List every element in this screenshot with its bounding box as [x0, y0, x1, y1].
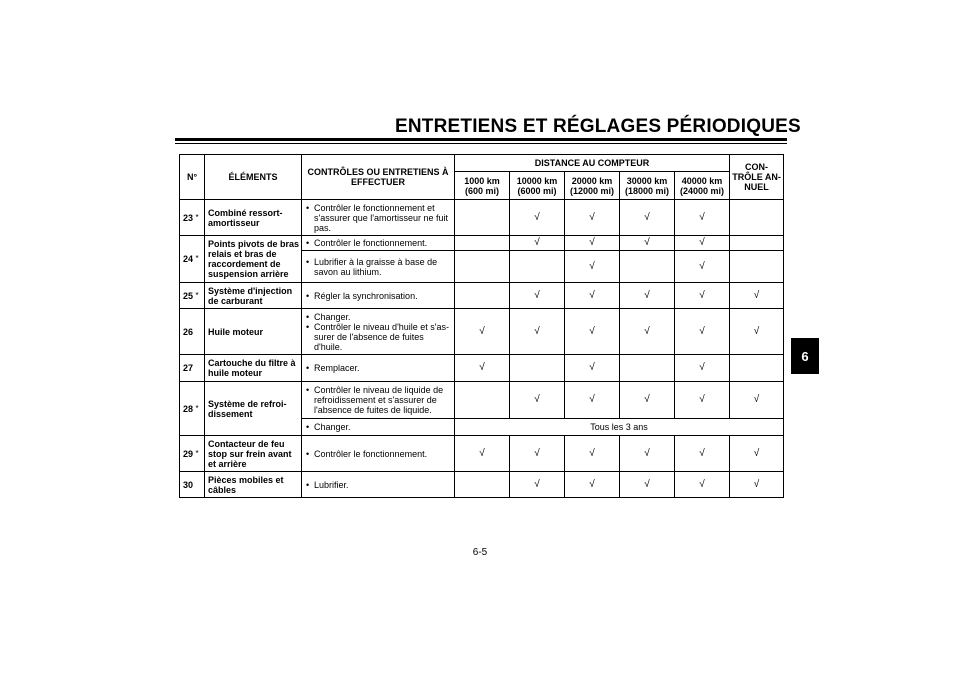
row-number: 30	[180, 472, 196, 498]
check-mark: √	[510, 309, 565, 355]
row-number: 23	[180, 200, 196, 236]
empty-cell	[730, 355, 784, 382]
header-row	[180, 155, 784, 172]
empty-cell	[455, 382, 510, 419]
action-list	[306, 422, 451, 432]
check-mark: √	[620, 236, 675, 251]
empty-cell	[730, 251, 784, 283]
distance-km: 30000 km	[626, 175, 668, 186]
table-row	[180, 436, 784, 472]
dealer-mark: *	[196, 382, 205, 436]
action-item: • Contrôler le fonctionnement.	[306, 238, 451, 248]
table-row	[180, 309, 784, 355]
item-name: Système d'injection de carburant	[205, 283, 302, 309]
distance-mi: (600 mi)	[465, 185, 500, 196]
page-number: 6-5	[472, 547, 488, 558]
dealer-mark	[196, 309, 205, 355]
check-mark: √	[510, 436, 565, 472]
check-mark: √	[455, 436, 510, 472]
empty-cell	[620, 355, 675, 382]
distance-mi: (6000 mi)	[517, 185, 557, 196]
col-header-distance-2	[510, 172, 565, 200]
row-number: 24	[180, 236, 196, 283]
action-item: • Régler la synchronisation.	[306, 291, 451, 301]
check-mark: √	[675, 236, 730, 251]
action-list	[306, 257, 451, 277]
action-list	[306, 449, 451, 459]
action-item: • Contrôler le niveau d'huile et s'as-surer de l'absence de fuites d'huile.	[306, 322, 451, 352]
row-number: 25	[180, 283, 196, 309]
empty-cell	[620, 251, 675, 283]
col-header-number: N°	[180, 155, 205, 200]
action-item: • Lubrifier.	[306, 480, 451, 490]
title-rule-thin	[175, 143, 787, 144]
check-mark: √	[565, 382, 620, 419]
item-name: Points pivots de bras relais et bras de raccordement de suspension arrière	[205, 236, 302, 283]
item-name: Pièces mobiles et câbles	[205, 472, 302, 498]
col-header-elements: ÉLÉMENTS	[205, 155, 302, 200]
dealer-mark	[196, 355, 205, 382]
check-mark: √	[730, 436, 784, 472]
maintenance-table	[179, 154, 784, 498]
item-name: Huile moteur	[205, 309, 302, 355]
item-name: Cartouche du filtre à huile moteur	[205, 355, 302, 382]
empty-cell	[510, 355, 565, 382]
action-list	[306, 238, 451, 248]
action-list	[306, 363, 451, 373]
check-mark: √	[510, 382, 565, 419]
item-name: Combiné ressort-amortisseur	[205, 200, 302, 236]
empty-cell	[730, 200, 784, 236]
distance-km: 40000 km	[681, 175, 723, 186]
dealer-mark: *	[196, 236, 205, 283]
distance-km: 10000 km	[516, 175, 558, 186]
check-mark: √	[565, 236, 620, 251]
empty-cell	[455, 200, 510, 236]
interval-note: Tous les 3 ans	[455, 419, 784, 436]
check-mark: √	[565, 472, 620, 498]
distance-km: 1000 km	[464, 175, 500, 186]
col-header-distance-3	[565, 172, 620, 200]
distance-mi: (24000 mi)	[680, 185, 725, 196]
check-mark: √	[565, 355, 620, 382]
row-number: 27	[180, 355, 196, 382]
check-mark: √	[675, 283, 730, 309]
check-mark: √	[620, 436, 675, 472]
page-title: ENTRETIENS ET RÉGLAGES PÉRIODIQUES	[395, 116, 801, 137]
check-mark: √	[730, 283, 784, 309]
check-mark: √	[565, 309, 620, 355]
table-row	[180, 355, 784, 382]
action-list	[306, 203, 451, 233]
col-header-distance-1	[455, 172, 510, 200]
empty-cell	[455, 472, 510, 498]
empty-cell	[455, 283, 510, 309]
action-cell	[302, 309, 455, 355]
col-header-distance: DISTANCE AU COMPTEUR	[455, 155, 730, 172]
action-cell	[302, 236, 455, 251]
check-mark: √	[675, 251, 730, 283]
check-mark: √	[730, 382, 784, 419]
action-item: • Changer.	[306, 422, 451, 432]
col-header-distance-5	[675, 172, 730, 200]
action-item: • Remplacer.	[306, 363, 451, 373]
row-number: 29	[180, 436, 196, 472]
check-mark: √	[510, 283, 565, 309]
action-list	[306, 291, 451, 301]
check-mark: √	[510, 236, 565, 251]
action-list	[306, 480, 451, 490]
dealer-mark	[196, 472, 205, 498]
empty-cell	[730, 236, 784, 251]
item-name: Système de refroi-dissement	[205, 382, 302, 436]
table-row	[180, 283, 784, 309]
col-header-distance-4	[620, 172, 675, 200]
action-item: • Contrôler le fonctionnement.	[306, 449, 451, 459]
check-mark: √	[675, 200, 730, 236]
check-mark: √	[620, 200, 675, 236]
action-cell	[302, 419, 455, 436]
check-mark: √	[620, 309, 675, 355]
action-item: • Changer.	[306, 312, 451, 322]
action-cell	[302, 436, 455, 472]
action-list	[306, 385, 451, 415]
check-mark: √	[620, 283, 675, 309]
check-mark: √	[565, 251, 620, 283]
check-mark: √	[675, 309, 730, 355]
item-name: Contacteur de feu stop sur frein avant et arrière	[205, 436, 302, 472]
action-cell	[302, 200, 455, 236]
check-mark: √	[620, 472, 675, 498]
check-mark: √	[565, 200, 620, 236]
table-row	[180, 472, 784, 498]
action-cell	[302, 251, 455, 283]
col-header-actions: CONTRÔLES OU ENTRETIENS À EFFECTUER	[302, 155, 455, 200]
chapter-tab: 6	[791, 338, 819, 374]
check-mark: √	[730, 472, 784, 498]
action-item: • Contrôler le niveau de liquide de refroidissement et s'assurer de l'absence de fuites de liquide.	[306, 385, 451, 415]
check-mark: √	[730, 309, 784, 355]
empty-cell	[455, 236, 510, 251]
check-mark: √	[675, 436, 730, 472]
table-row	[180, 236, 784, 251]
check-mark: √	[675, 355, 730, 382]
check-mark: √	[675, 382, 730, 419]
dealer-mark: *	[196, 283, 205, 309]
row-number: 28	[180, 382, 196, 436]
action-item: • Lubrifier à la graisse à base de savon au lithium.	[306, 257, 451, 277]
check-mark: √	[455, 309, 510, 355]
check-mark: √	[510, 200, 565, 236]
check-mark: √	[455, 355, 510, 382]
distance-km: 20000 km	[571, 175, 613, 186]
title-rule-thick	[175, 138, 787, 141]
action-list	[306, 312, 451, 352]
action-item: • Contrôler le fonctionnement et s'assurer que l'amortisseur ne fuit pas.	[306, 203, 451, 233]
dealer-mark: *	[196, 436, 205, 472]
table-row	[180, 200, 784, 236]
row-number: 26	[180, 309, 196, 355]
distance-mi: (12000 mi)	[570, 185, 615, 196]
col-header-annual: CON-TRÔLE AN-NUEL	[730, 155, 784, 200]
action-cell	[302, 355, 455, 382]
distance-mi: (18000 mi)	[625, 185, 670, 196]
check-mark: √	[510, 472, 565, 498]
dealer-mark: *	[196, 200, 205, 236]
table-row	[180, 382, 784, 419]
action-cell	[302, 382, 455, 419]
check-mark: √	[620, 382, 675, 419]
check-mark: √	[565, 283, 620, 309]
check-mark: √	[565, 436, 620, 472]
action-cell	[302, 283, 455, 309]
action-cell	[302, 472, 455, 498]
empty-cell	[510, 251, 565, 283]
empty-cell	[455, 251, 510, 283]
check-mark: √	[675, 472, 730, 498]
